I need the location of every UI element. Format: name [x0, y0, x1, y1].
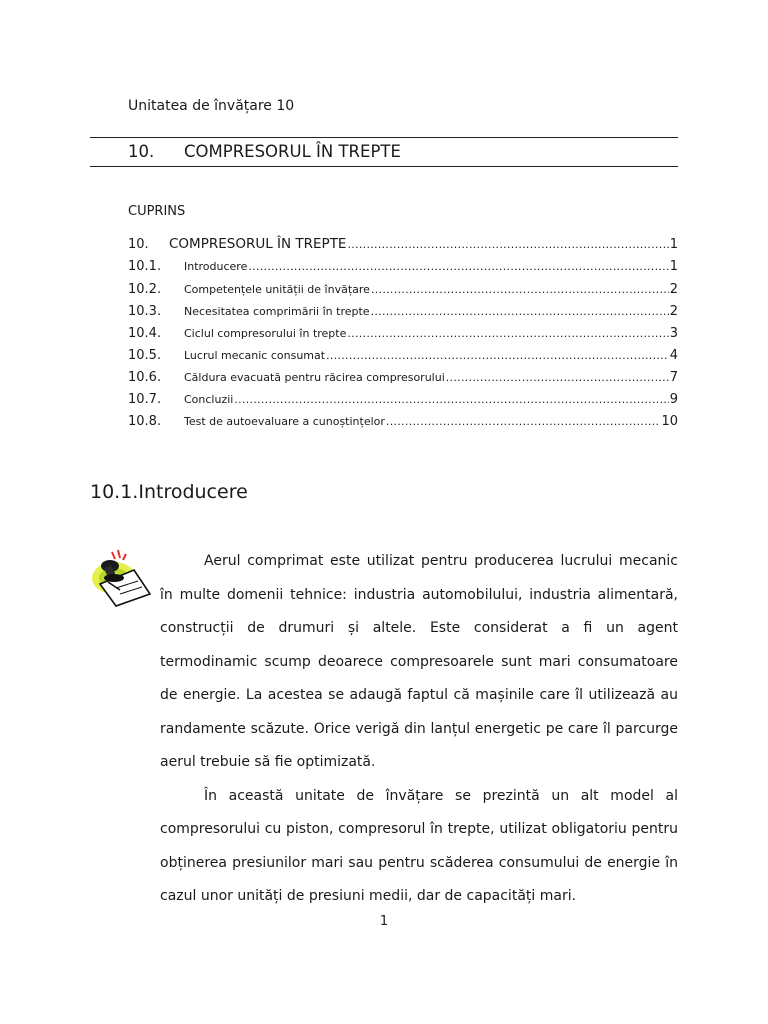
body-text: [160, 545, 678, 914]
toc-leader: [386, 415, 661, 428]
toc-page: 1: [669, 237, 678, 252]
toc-number: 10.5.: [128, 348, 162, 363]
toc-number: 10.6.: [128, 370, 162, 385]
toc-number: 10.8.: [128, 414, 162, 429]
page-number: 1: [379, 914, 389, 929]
toc-title: Lucrul mecanic consumat: [184, 349, 326, 362]
top-rule: [90, 137, 678, 138]
toc-leader: [446, 371, 669, 384]
toc-title: Concluzii: [184, 393, 234, 406]
toc-entry[interactable]: [128, 392, 678, 407]
unit-header: Unitatea de învățare 10: [128, 98, 295, 114]
section-heading: 10.1.Introducere: [90, 481, 248, 503]
toc-entry[interactable]: [128, 414, 678, 429]
toc-title: Căldura evacuată pentru răcirea compresorului: [184, 371, 445, 384]
toc-page: 9: [669, 392, 678, 407]
toc-leader: [347, 238, 668, 251]
toc-leader: [326, 349, 669, 362]
toc-number: 10.2.: [128, 282, 162, 297]
toc-title: Necesitatea comprimării în trepte: [184, 305, 370, 318]
toc-title: Competențele unității de învățare: [184, 283, 370, 296]
toc-number: 10.: [128, 237, 149, 252]
pushpin-note-icon: [90, 548, 156, 608]
toc-number: 10.1.: [128, 259, 162, 274]
paragraph: Aerul comprimat este utilizat pentru producerea lucrului mecanic în multe domenii tehnice: industria automobilului, industria alimentară, construcții de drumuri și altele. Este considerat a fi un agent termodinamic scump deoarece compresoarele sunt mari consumatoare de energie. La acestea se adaugă faptul că mașinile care îl utilizează au randamente scăzute. Orice verigă din lanțul energetic pe care îl parcurge aerul trebuie să fie optimizată.: [160, 553, 678, 770]
toc-page: 7: [669, 370, 678, 385]
toc-page: 3: [669, 326, 678, 341]
toc-heading: CUPRINS: [128, 204, 186, 219]
toc-leader: [234, 393, 668, 406]
toc-page: 4: [669, 348, 678, 363]
toc-leader: [371, 305, 669, 318]
toc-entry[interactable]: [128, 370, 678, 385]
toc-page: 2: [669, 282, 678, 297]
chapter-title: COMPRESORUL ÎN TREPTE: [184, 142, 401, 161]
toc-number: 10.3.: [128, 304, 162, 319]
toc-page: 2: [669, 304, 678, 319]
toc-title: Test de autoevaluare a cunoștințelor: [184, 415, 385, 428]
chapter-number: 10.: [128, 142, 155, 161]
toc-entry[interactable]: [128, 348, 678, 363]
toc-title: Introducere: [184, 260, 248, 273]
toc-title: Ciclul compresorului în trepte: [184, 327, 347, 340]
toc-page: 10: [661, 414, 678, 429]
toc-number: 10.4.: [128, 326, 162, 341]
toc-entry[interactable]: [128, 259, 678, 274]
toc-entry[interactable]: [128, 282, 678, 297]
paragraph: În această unitate de învățare se prezintă un alt model al compresorului cu piston, compresorul în trepte, utilizat obligatoriu pentru obținerea presiunilor mari sau pentru scăderea consumului de energie în cazul unor unități de presiuni medii, dar de capacități mari.: [160, 787, 678, 904]
toc-leader: [347, 327, 668, 340]
toc-number: 10.7.: [128, 392, 162, 407]
toc-title: COMPRESORUL ÎN TREPTE: [169, 236, 347, 252]
toc-leader: [248, 260, 668, 273]
toc-main-entry[interactable]: [128, 236, 678, 252]
toc-entry[interactable]: [128, 304, 678, 319]
toc-page: 1: [669, 259, 678, 274]
toc-entry[interactable]: [128, 326, 678, 341]
bottom-rule: [90, 166, 678, 167]
toc-leader: [371, 283, 669, 296]
